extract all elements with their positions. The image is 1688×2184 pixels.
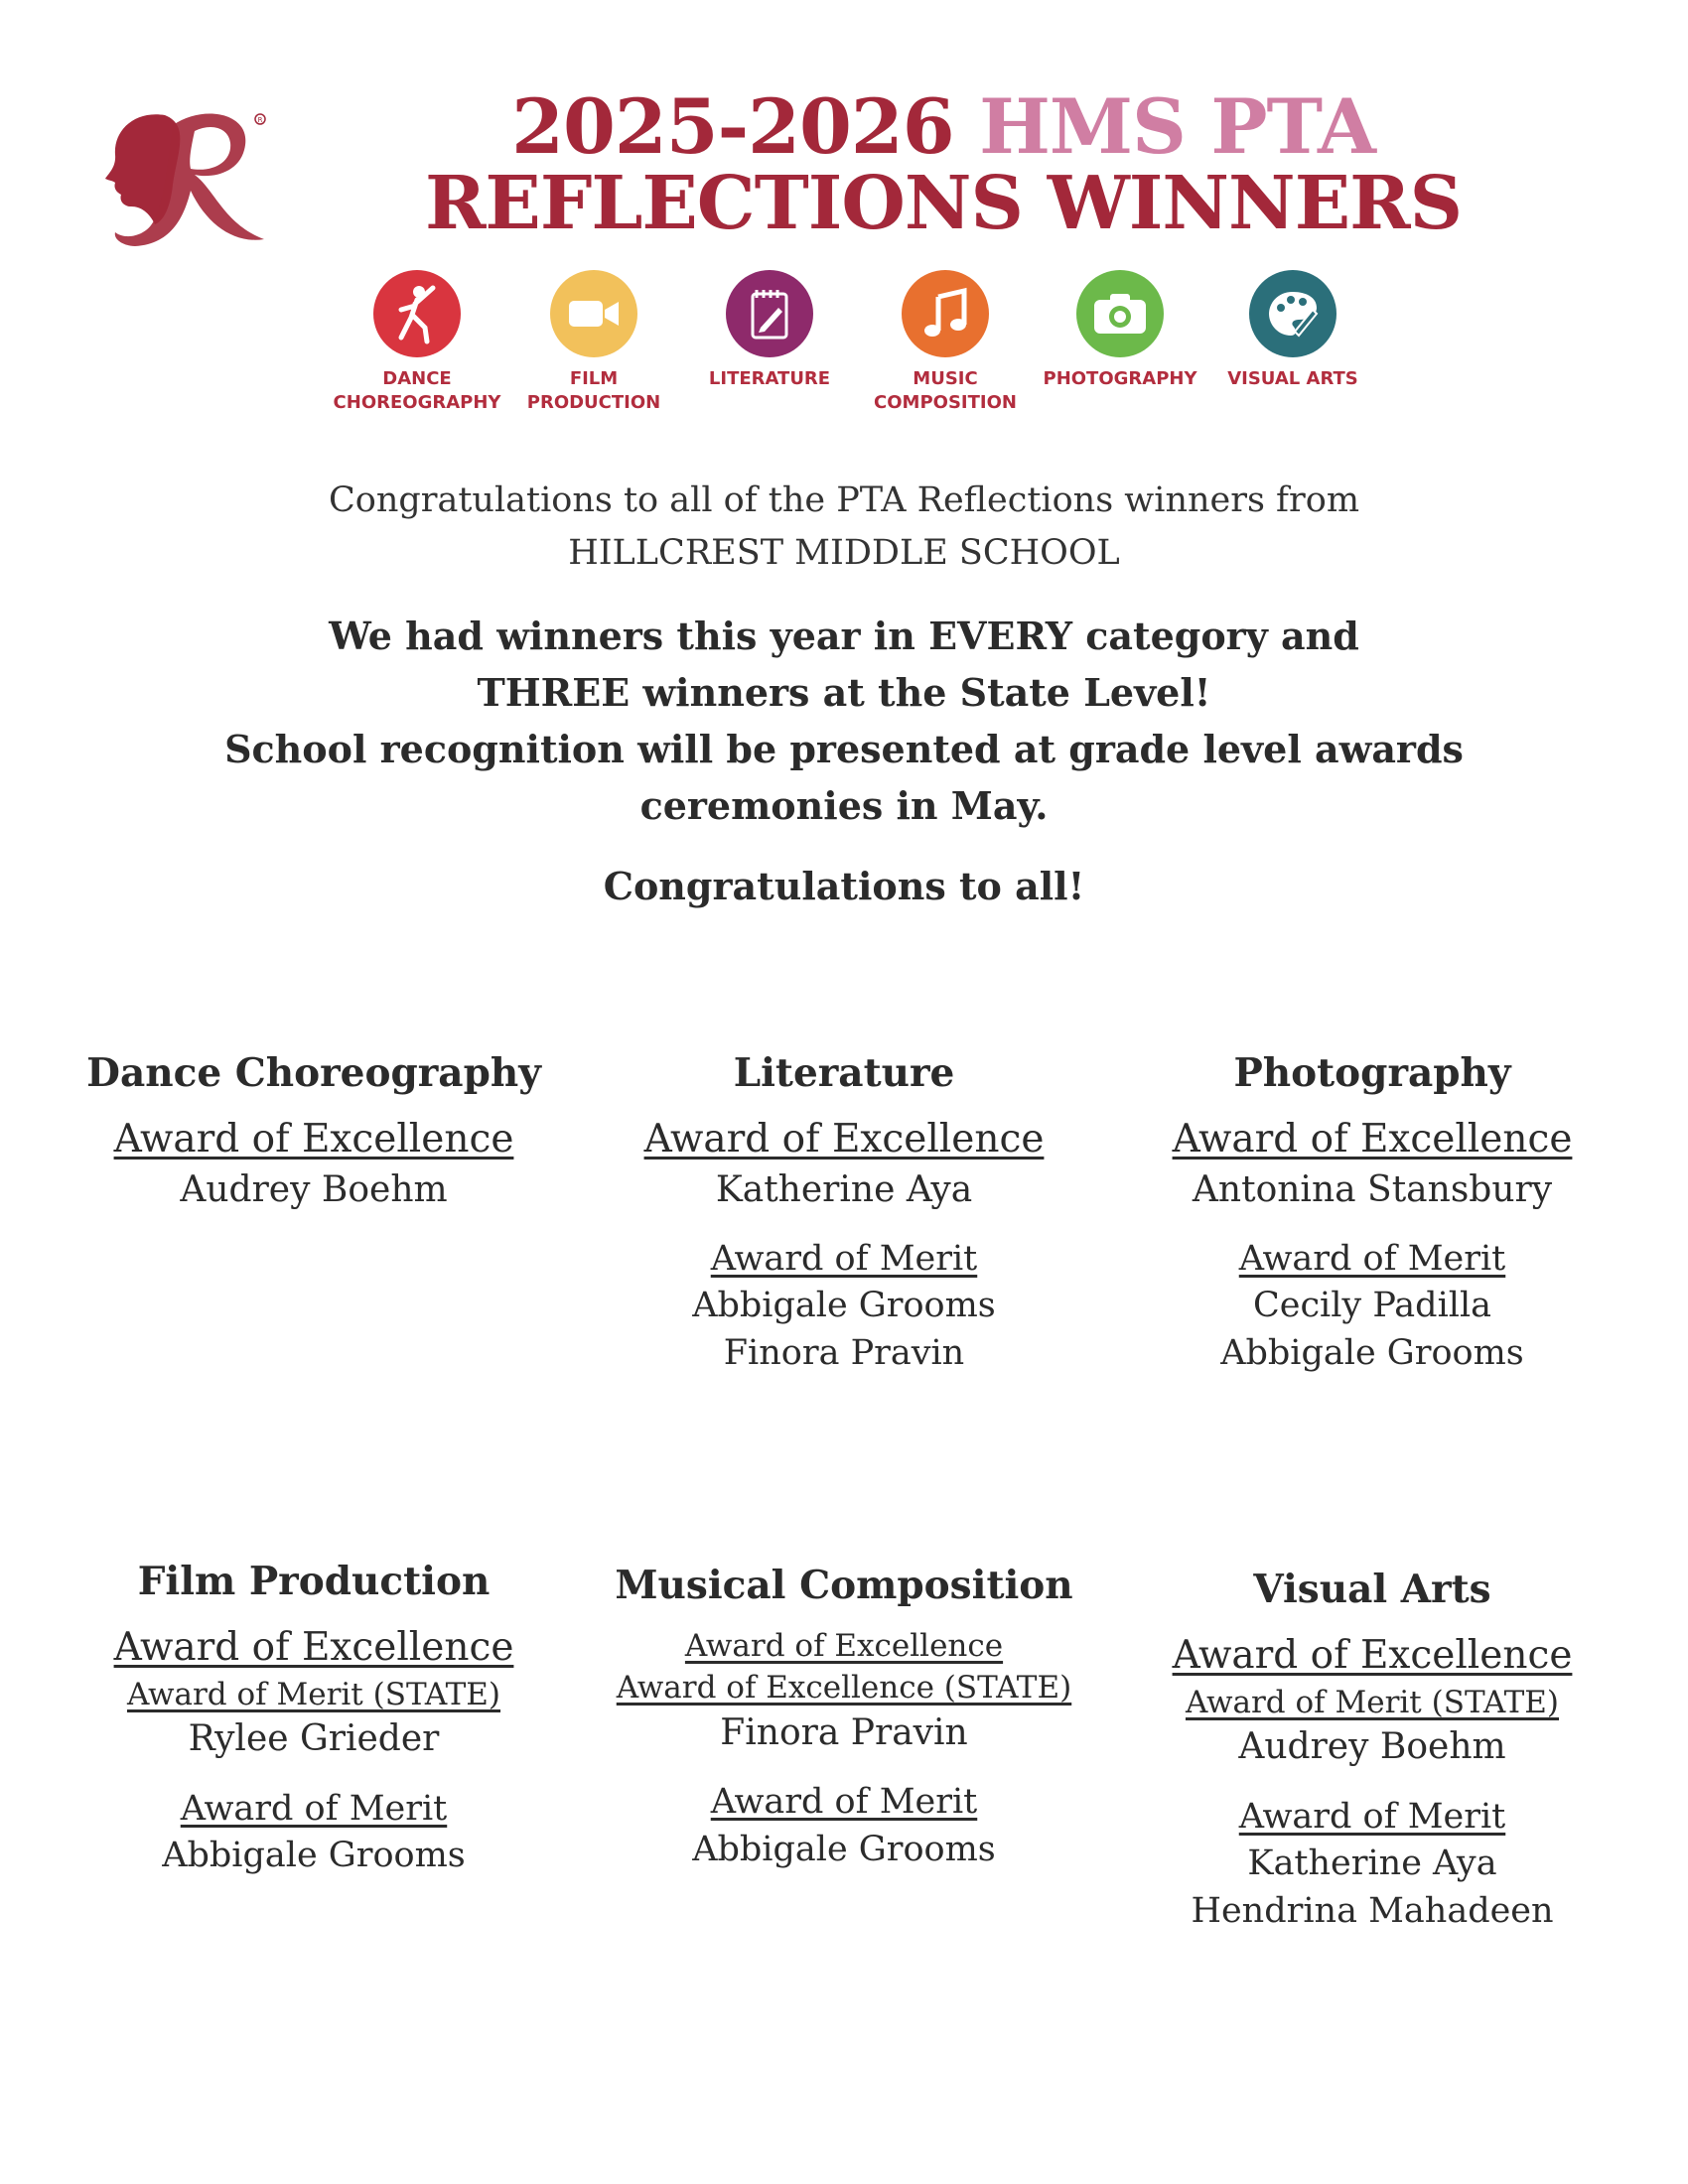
category-label: DANCE CHOREOGRAPHY xyxy=(333,368,501,414)
winner-name: Abbigale Grooms xyxy=(692,1286,996,1326)
school-name: HILLCREST MIDDLE SCHOOL xyxy=(568,532,1120,573)
category-icon-row xyxy=(0,270,1688,439)
intro-line-1: Congratulations to all of the PTA Reflections winners from xyxy=(328,480,1360,520)
palette-brush-icon xyxy=(1249,270,1336,357)
winner-name: Audrey Boehm xyxy=(1238,1726,1506,1768)
category-label: PHOTOGRAPHY xyxy=(1043,368,1197,389)
award-heading: Award of Merit xyxy=(1238,1239,1506,1280)
reflections-r-logo-icon xyxy=(95,95,274,254)
category-label: FILM PRODUCTION xyxy=(526,368,661,414)
title-line-2: REFLECTIONS WINNERS xyxy=(424,161,1463,246)
category-label: VISUAL ARTS xyxy=(1227,368,1358,389)
category-dance xyxy=(328,270,506,416)
category-label: LITERATURE xyxy=(708,368,831,389)
section-title: Film Production xyxy=(137,1559,491,1604)
svg-text:R: R xyxy=(257,116,263,124)
category-photography xyxy=(1031,270,1209,391)
section-title: Literature xyxy=(733,1050,955,1096)
award-heading: Award of Excellence xyxy=(1172,1633,1573,1678)
state-award-heading: Award of Excellence (STATE) xyxy=(616,1669,1072,1706)
visual-arts-section xyxy=(1114,1567,1630,1935)
state-award-heading: Award of Merit (STATE) xyxy=(126,1676,501,1712)
winner-name: Abbigale Grooms xyxy=(692,1829,996,1869)
page-title xyxy=(377,82,1509,246)
dancer-icon xyxy=(373,270,461,357)
award-heading: Award of Excellence xyxy=(113,1625,514,1670)
winner-name: Finora Pravin xyxy=(720,1711,968,1753)
winner-name: Antonina Stansbury xyxy=(1192,1168,1553,1210)
winner-name: Cecily Padilla xyxy=(1252,1286,1492,1326)
announcement-line-3: School recognition will be presented at grade level awards xyxy=(224,727,1464,771)
winner-name: Abbigale Grooms xyxy=(162,1836,466,1876)
winner-name: Rylee Grieder xyxy=(188,1718,440,1760)
section-title: Dance Choreography xyxy=(86,1050,541,1096)
dance-section xyxy=(56,1050,572,1214)
photography-section xyxy=(1114,1050,1630,1377)
music-note-icon xyxy=(902,270,989,357)
announcement-line-2: THREE winners at the State Level! xyxy=(477,670,1211,715)
category-film xyxy=(504,270,683,416)
video-camera-icon xyxy=(550,270,637,357)
award-heading: Award of Excellence xyxy=(1172,1117,1573,1161)
music-section xyxy=(586,1563,1102,1873)
category-visual-arts xyxy=(1203,270,1382,391)
announcement xyxy=(199,608,1489,834)
announcement-line-4: ceremonies in May. xyxy=(639,783,1049,828)
category-label: MUSIC COMPOSITION xyxy=(874,368,1017,414)
award-heading: Award of Excellence xyxy=(684,1628,1004,1664)
title-years: 2025-2026 xyxy=(511,82,954,171)
title-org: HMS PTA xyxy=(979,82,1375,171)
award-heading: Award of Merit xyxy=(180,1789,448,1830)
winner-name: Katherine Aya xyxy=(715,1168,973,1210)
section-title: Photography xyxy=(1233,1050,1511,1096)
intro-text xyxy=(199,475,1489,579)
literature-section xyxy=(586,1050,1102,1377)
winner-name: Hendrina Mahadeen xyxy=(1191,1890,1554,1931)
section-title: Visual Arts xyxy=(1253,1567,1491,1612)
award-heading: Award of Excellence xyxy=(643,1117,1045,1161)
award-heading: Award of Excellence xyxy=(113,1117,514,1161)
winner-name: Finora Pravin xyxy=(723,1332,965,1373)
announcement-line-1: We had winners this year in EVERY category and xyxy=(329,614,1359,658)
award-heading: Award of Merit xyxy=(710,1239,978,1280)
camera-icon xyxy=(1076,270,1164,357)
film-section xyxy=(56,1559,572,1880)
category-music xyxy=(856,270,1035,416)
closing-text: Congratulations to all! xyxy=(603,864,1085,908)
category-literature xyxy=(680,270,859,391)
state-award-heading: Award of Merit (STATE) xyxy=(1185,1684,1560,1720)
winner-name: Katherine Aya xyxy=(1247,1843,1497,1884)
award-heading: Award of Merit xyxy=(710,1782,978,1823)
notepad-pencil-icon xyxy=(726,270,813,357)
section-title: Musical Composition xyxy=(615,1563,1073,1608)
winner-name: Audrey Boehm xyxy=(180,1168,448,1210)
award-heading: Award of Merit xyxy=(1238,1797,1506,1838)
winner-name: Abbigale Grooms xyxy=(1220,1332,1524,1373)
